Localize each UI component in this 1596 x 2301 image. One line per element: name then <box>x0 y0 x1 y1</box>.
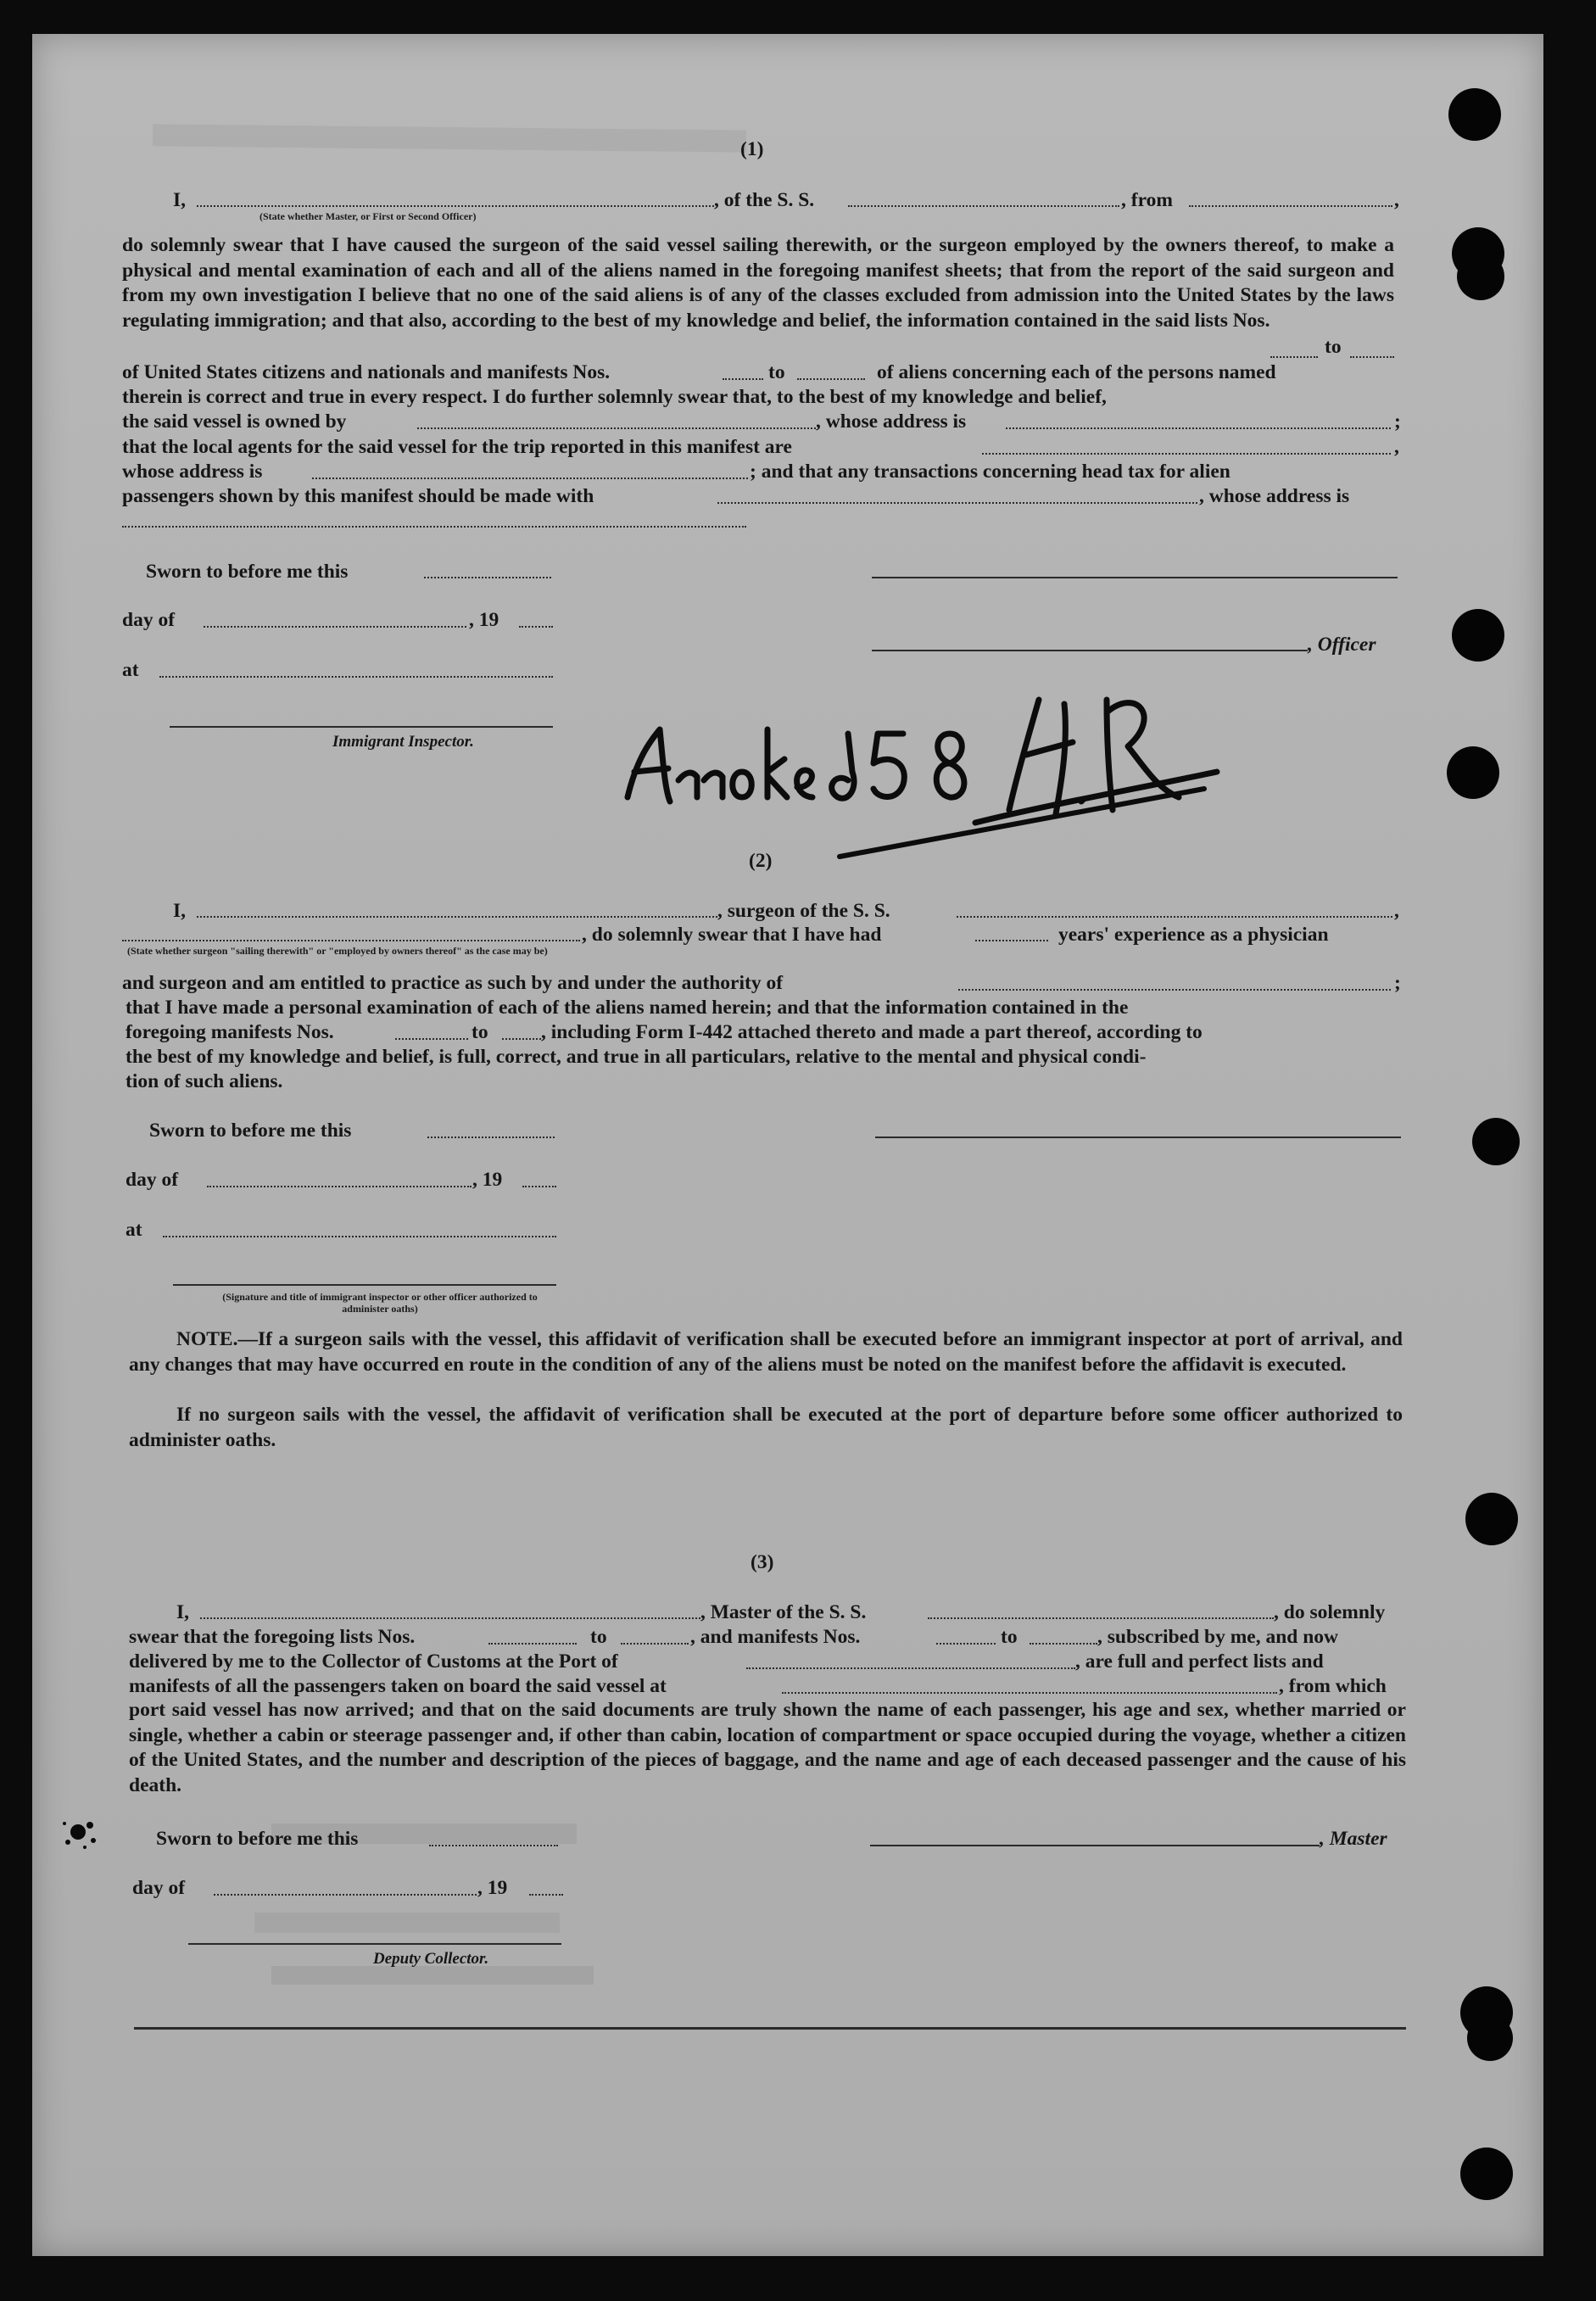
paragraph: do solemnly swear that I have caused the surgeon of the said vessel sailing therewith, or the surgeon employed by the owners thereof, to make a physical and mental examination of each and all of the aliens named in the foregoing manifest sheets; that from the report of the said surgeon and from my own investigation I believe that no one of the said aliens is of any of the classes excluded from admission into the United States by the laws regulating immigration; and that also, according to the best of my knowledge and belief, the information contained in the said lists Nos. <box>122 234 1394 332</box>
label: to <box>590 1626 607 1648</box>
blank-field[interactable] <box>975 940 1048 941</box>
label: Sworn to before me this <box>149 1120 352 1142</box>
blank-field[interactable] <box>429 1845 558 1846</box>
label: , subscribed by me, and now <box>1097 1626 1339 1648</box>
label: to <box>1325 336 1342 358</box>
handwritten-annotation <box>594 653 1238 908</box>
blank-field[interactable] <box>122 526 746 528</box>
label: day of <box>126 1169 179 1191</box>
field-caption: (State whether surgeon "sailing therewith" or "employed by owners thereof" as the case may be) <box>127 945 548 957</box>
binder-hole <box>1448 88 1501 141</box>
blank-field[interactable] <box>163 1236 556 1237</box>
label: , 19 <box>477 1877 508 1899</box>
signature-line[interactable] <box>875 1137 1401 1138</box>
paragraph: port said vessel has now arrived; and that on the said documents are truly shown the name of each passenger, his age and sex, whether married or single, whether a cabin or steerage passenger and, if other than cabin, location of compartment or space occupied during the voyage, whether a citizen of the United States, and the number and description of the pieces of baggage, and the name and age of each deceased passenger and the cause of his death. <box>129 1699 1406 1796</box>
blank-field[interactable] <box>122 940 580 941</box>
signature-line[interactable] <box>173 1284 556 1286</box>
master-label: , Master <box>1320 1828 1387 1850</box>
label: of United States citizens and nationals and manifests Nos. <box>122 361 611 383</box>
signature-line[interactable] <box>870 1845 1320 1846</box>
blank-field[interactable] <box>159 676 553 678</box>
label: swear that the foregoing lists Nos. <box>129 1626 416 1648</box>
label: day of <box>132 1877 186 1899</box>
blank-field[interactable] <box>502 1038 541 1040</box>
inspector-label: Immigrant Inspector. <box>332 733 474 751</box>
label: , whose address is <box>816 410 967 433</box>
blank-field[interactable] <box>200 1617 700 1619</box>
label: and surgeon and am entitled to practice as such by and under the authority of <box>122 972 784 994</box>
ink-blot <box>53 1807 103 1857</box>
label: at <box>122 659 139 681</box>
blank-field[interactable] <box>1030 1643 1097 1645</box>
label: to <box>472 1021 488 1043</box>
note-paragraph <box>129 1327 1403 1377</box>
blank-field[interactable] <box>197 205 714 207</box>
blank-field[interactable] <box>522 1186 556 1187</box>
label: , 19 <box>469 609 499 631</box>
punct: ; <box>1394 410 1401 433</box>
blank-field[interactable] <box>717 502 1197 504</box>
blank-field[interactable] <box>746 1667 1075 1669</box>
binder-hole <box>1460 2147 1513 2200</box>
label: I, <box>173 189 187 211</box>
section-number: (2) <box>749 850 773 872</box>
blank-field[interactable] <box>207 1186 472 1187</box>
blank-field[interactable] <box>529 1894 563 1896</box>
label: , 19 <box>472 1169 503 1191</box>
binder-hole <box>1452 609 1504 662</box>
field-caption: (Signature and title of immigrant inspector or other officer authorized to administer oaths) <box>222 1291 538 1315</box>
binder-hole <box>1467 2015 1513 2061</box>
blank-field[interactable] <box>1350 356 1394 358</box>
label: the best of my knowledge and belief, is full, correct, and true in all particulars, relative to the mental and physical condi- <box>126 1046 1147 1068</box>
blank-field[interactable] <box>312 478 748 479</box>
blank-field[interactable] <box>214 1894 477 1896</box>
label: ; and that any transactions concerning head tax for alien <box>750 461 1230 483</box>
label: I, <box>173 900 187 922</box>
bleed-through-smudge <box>254 1913 560 1933</box>
label: , Master of the S. S. <box>700 1601 867 1623</box>
label: , whose address is <box>1199 485 1350 507</box>
blank-field[interactable] <box>488 1643 577 1645</box>
label: , including Form I-442 attached thereto and made a part thereof, according to <box>541 1021 1203 1043</box>
label: to <box>768 361 785 383</box>
label: I, <box>176 1601 190 1623</box>
label: to <box>1001 1626 1018 1648</box>
blank-field[interactable] <box>204 626 466 628</box>
label: years' experience as a physician <box>1058 924 1329 946</box>
blank-field[interactable] <box>621 1643 689 1645</box>
binder-hole <box>1447 746 1499 799</box>
label: of aliens concerning each of the persons named <box>877 361 1276 383</box>
blank-field[interactable] <box>957 916 1392 918</box>
label: , and manifests Nos. <box>690 1626 861 1648</box>
binder-hole <box>1472 1118 1520 1165</box>
label: , do solemnly <box>1274 1601 1386 1623</box>
blank-field[interactable] <box>197 916 717 918</box>
binder-hole <box>1465 1493 1518 1545</box>
blank-field[interactable] <box>395 1038 468 1040</box>
blank-field[interactable] <box>936 1643 996 1645</box>
signature-line[interactable] <box>872 650 1308 651</box>
label: delivered by me to the Collector of Customs at the Port of <box>129 1650 618 1673</box>
label: that the local agents for the said vessel for the trip reported in this manifest are <box>122 436 792 458</box>
blank-field[interactable] <box>1270 356 1318 358</box>
section-number: (1) <box>740 138 764 160</box>
signature-line[interactable] <box>188 1943 561 1945</box>
bottom-rule <box>134 2027 1406 2030</box>
blank-field[interactable] <box>982 453 1391 455</box>
blank-field[interactable] <box>519 626 553 628</box>
label: tion of such aliens. <box>126 1070 283 1092</box>
note-label: NOTE. <box>176 1328 238 1350</box>
label: foregoing manifests Nos. <box>126 1021 334 1043</box>
label: , from <box>1121 189 1173 211</box>
punct: , <box>1394 900 1399 922</box>
blank-field[interactable] <box>723 378 763 380</box>
label: , from which <box>1279 1675 1387 1697</box>
label: the said vessel is owned by <box>122 410 347 433</box>
section-number: (3) <box>751 1551 774 1573</box>
signature-line[interactable] <box>872 577 1398 578</box>
punct: , <box>1394 436 1399 458</box>
blank-field[interactable] <box>782 1692 1277 1694</box>
punct: , <box>1394 189 1399 211</box>
blank-field[interactable] <box>958 989 1391 991</box>
field-caption: (State whether Master, or First or Second Officer) <box>259 210 477 222</box>
blank-field[interactable] <box>427 1137 555 1138</box>
label: manifests of all the passengers taken on board the said vessel at <box>129 1675 667 1697</box>
label: that I have made a personal examination of each of the aliens named herein; and that the information contained in the <box>126 997 1129 1019</box>
label: therein is correct and true in every respect. I do further solemnly swear that, to the best of my knowledge and belief, <box>122 386 1107 408</box>
label: , surgeon of the S. S. <box>717 900 890 922</box>
punct: ; <box>1394 972 1401 994</box>
blank-field[interactable] <box>848 205 1119 207</box>
label: Sworn to before me this <box>156 1828 359 1850</box>
label: whose address is <box>122 461 263 483</box>
blank-field[interactable] <box>417 427 816 429</box>
note-paragraph-2: If no surgeon sails with the vessel, the affidavit of verification shall be executed at the port of departure before some officer authorized to administer oaths. <box>129 1404 1403 1451</box>
label: day of <box>122 609 176 631</box>
note-text: —If a surgeon sails with the vessel, this affidavit of verification shall be executed before an immigrant inspector at port of arrival, and any changes that may have occurred en route in the condition of any of the aliens must be noted on the manifest before the affidavit is executed. <box>129 1328 1403 1376</box>
officer-label: , Officer <box>1308 634 1376 656</box>
label: at <box>126 1219 142 1241</box>
label: Sworn to before me this <box>146 561 349 583</box>
label: , are full and perfect lists and <box>1075 1650 1324 1673</box>
blank-field[interactable] <box>1189 205 1392 207</box>
blank-field[interactable] <box>1006 427 1391 429</box>
signature-line[interactable] <box>170 726 553 728</box>
blank-field[interactable] <box>928 1617 1274 1619</box>
label: , of the S. S. <box>714 189 815 211</box>
blank-field[interactable] <box>424 577 551 578</box>
blank-field[interactable] <box>797 378 865 380</box>
deputy-label: Deputy Collector. <box>373 1950 489 1968</box>
label: , do solemnly swear that I have had <box>582 924 882 946</box>
binder-hole <box>1457 253 1504 300</box>
label: passengers shown by this manifest should be made with <box>122 485 594 507</box>
